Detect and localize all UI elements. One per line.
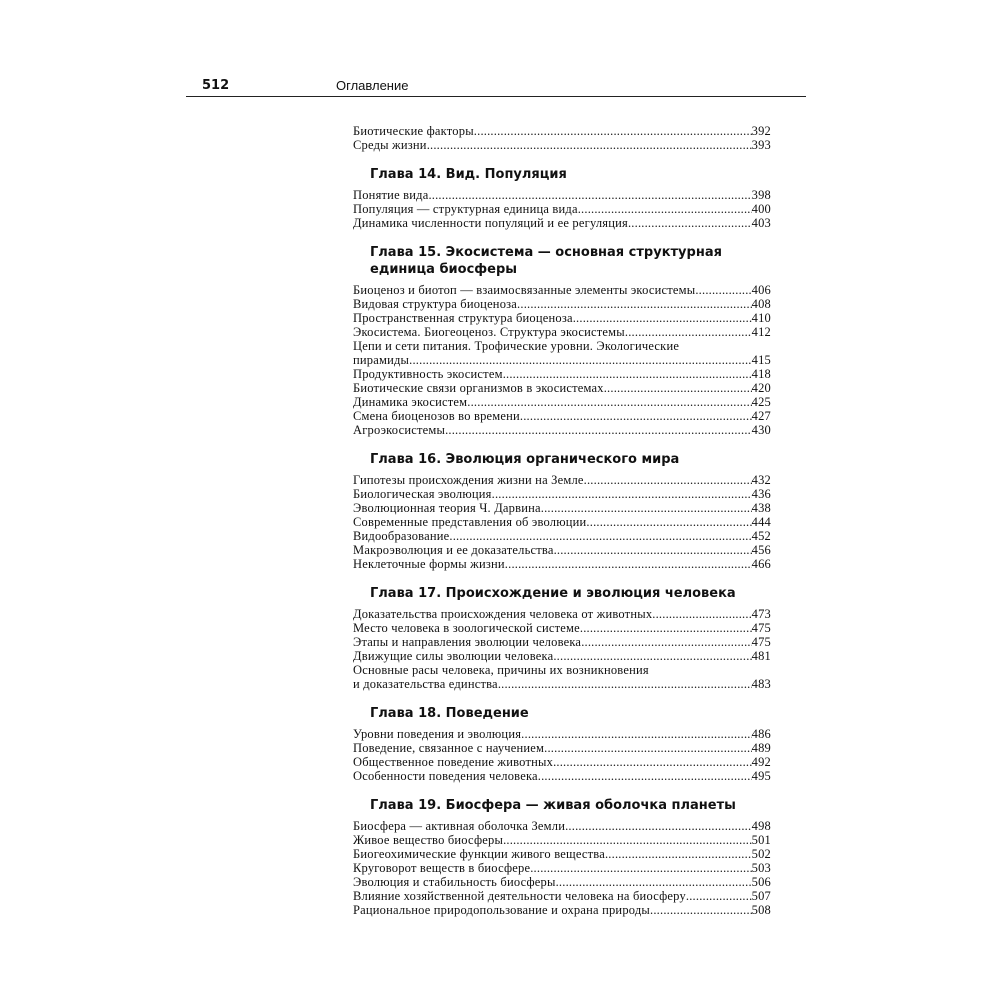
entry-page: 508 <box>751 903 771 917</box>
entry-page: 475 <box>751 635 771 649</box>
entry-title-line: Основные расы человека, причины их возникновения <box>353 663 649 677</box>
entry-title: Динамика численности популяций и ее регуляция <box>353 216 628 230</box>
toc-entry <box>353 727 771 741</box>
dot-leader <box>505 557 752 571</box>
entry-page: 418 <box>751 367 771 381</box>
entry-title: Гипотезы происхождения жизни на Земле <box>353 473 584 487</box>
dot-leader <box>409 353 752 367</box>
toc-entry <box>353 311 771 325</box>
dot-leader <box>427 138 752 152</box>
entry-title: Уровни поведения и эволюция <box>353 727 522 741</box>
entry-page: 489 <box>751 741 771 755</box>
toc-entry <box>353 188 771 202</box>
entry-title: Видовая структура биоценоза <box>353 297 518 311</box>
chapter-heading-16: Глава 16. Эволюция органического мира <box>370 452 680 467</box>
entry-page: 444 <box>751 515 771 529</box>
toc-entry <box>353 903 771 917</box>
entry-page: 503 <box>751 861 771 875</box>
dot-leader <box>445 423 752 437</box>
dot-leader <box>492 487 752 501</box>
dot-leader <box>449 529 751 543</box>
entry-page: 501 <box>751 833 771 847</box>
running-title: Оглавление <box>336 78 409 93</box>
entry-title: Смена биоценозов во времени <box>353 409 520 423</box>
entry-title: Эволюционная теория Ч. Дарвина <box>353 501 541 515</box>
entry-page: 420 <box>751 381 771 395</box>
chapter-heading-17: Глава 17. Происхождение и эволюция человека <box>370 586 736 601</box>
entry-page: 425 <box>751 395 771 409</box>
dot-leader <box>553 649 751 663</box>
toc-entry <box>353 557 771 571</box>
entry-title: Живое вещество биосферы <box>353 833 504 847</box>
entry-page: 502 <box>751 847 771 861</box>
dot-leader <box>544 741 751 755</box>
entry-title-line: Цепи и сети питания. Трофические уровни. Экологические <box>353 339 680 353</box>
page-number: 512 <box>202 78 230 93</box>
entry-page: 492 <box>751 755 771 769</box>
dot-leader <box>695 283 751 297</box>
entry-page: 432 <box>751 473 771 487</box>
entry-page: 498 <box>751 819 771 833</box>
entry-page: 392 <box>751 124 771 138</box>
entry-page: 486 <box>751 727 771 741</box>
table-of-contents <box>353 124 771 917</box>
dot-leader <box>554 543 752 557</box>
toc-entry <box>353 124 771 138</box>
entry-title: и доказательства единства <box>353 677 498 691</box>
toc-entry <box>353 635 771 649</box>
dot-leader <box>686 889 752 903</box>
dot-leader <box>467 395 751 409</box>
entry-page: 410 <box>751 311 771 325</box>
toc-entry <box>353 621 771 635</box>
toc-entry <box>353 353 771 367</box>
toc-entry <box>353 819 771 833</box>
chapter-heading-18: Глава 18. Поведение <box>370 706 529 721</box>
entry-page: 495 <box>751 769 771 783</box>
toc-entry <box>353 283 771 297</box>
chapter-heading-line: Глава 15. Экосистема — основная структурная <box>370 245 722 260</box>
dot-leader <box>584 473 752 487</box>
toc-entry <box>353 875 771 889</box>
toc-entry <box>353 847 771 861</box>
toc-entry <box>353 381 771 395</box>
chapter-heading-15 <box>353 244 771 278</box>
dot-leader <box>578 202 752 216</box>
entry-page: 393 <box>751 138 771 152</box>
toc-entry <box>353 487 771 501</box>
dot-leader <box>553 755 752 769</box>
toc-entry <box>353 677 771 691</box>
entry-title: Агроэкосистемы <box>353 423 446 437</box>
toc-entry <box>353 138 771 152</box>
entry-title: Макроэволюция и ее доказательства <box>353 543 554 557</box>
toc-entry <box>353 515 771 529</box>
dot-leader <box>556 875 752 889</box>
entry-page: 436 <box>751 487 771 501</box>
entry-page: 452 <box>751 529 771 543</box>
toc-entry <box>353 529 771 543</box>
dot-leader <box>498 677 752 691</box>
entry-title: Биогеохимические функции живого вещества <box>353 847 605 861</box>
dot-leader <box>573 311 752 325</box>
dot-leader <box>517 297 752 311</box>
toc-entry <box>353 202 771 216</box>
entry-page: 475 <box>751 621 771 635</box>
dot-leader <box>625 325 752 339</box>
dot-leader <box>521 727 751 741</box>
toc-entry <box>353 889 771 903</box>
toc-entry <box>353 649 771 663</box>
toc-entry <box>353 769 771 783</box>
entry-title: Современные представления об эволюции <box>353 515 587 529</box>
entry-title: Круговорот веществ в биосфере <box>353 861 531 875</box>
dot-leader <box>474 124 752 138</box>
entry-title: Продуктивность экосистем <box>353 367 503 381</box>
toc-entry <box>353 367 771 381</box>
toc-entry <box>353 297 771 311</box>
entry-title: Рациональное природопользование и охрана природы <box>353 903 651 917</box>
toc-entry <box>353 216 771 230</box>
entry-title: Среды жизни <box>353 138 427 152</box>
toc-entry <box>353 473 771 487</box>
entry-page: 473 <box>751 607 771 621</box>
entry-title: Пространственная структура биоценоза <box>353 311 573 325</box>
entry-title: Биоценоз и биотоп — взаимосвязанные элементы экосистемы <box>353 283 696 297</box>
toc-entry <box>353 423 771 437</box>
dot-leader <box>503 833 752 847</box>
dot-leader <box>628 216 752 230</box>
toc-entry <box>353 325 771 339</box>
entry-title: Видообразование <box>353 529 450 543</box>
entry-page: 506 <box>751 875 771 889</box>
entry-title: Доказательства происхождения человека от животных <box>353 607 653 621</box>
toc-entry <box>353 543 771 557</box>
entry-page: 412 <box>751 325 771 339</box>
entry-page: 438 <box>751 501 771 515</box>
chapter-heading-14: Глава 14. Вид. Популяция <box>370 167 567 182</box>
entry-page: 398 <box>751 188 771 202</box>
entry-page: 400 <box>751 202 771 216</box>
entry-page: 427 <box>751 409 771 423</box>
toc-entry <box>353 833 771 847</box>
entry-title: Биологическая эволюция <box>353 487 492 501</box>
entry-title: Биосфера — активная оболочка Земли <box>353 819 566 833</box>
chapter-heading-19: Глава 19. Биосфера — живая оболочка планеты <box>370 798 736 813</box>
entry-title: Движущие силы эволюции человека <box>353 649 554 663</box>
toc-entry <box>353 755 771 769</box>
dot-leader <box>520 409 752 423</box>
entry-title: Неклеточные формы жизни <box>353 557 505 571</box>
toc-entry <box>353 395 771 409</box>
dot-leader <box>605 847 752 861</box>
entry-title: Место человека в зоологической системе <box>353 621 580 635</box>
entry-title: Поведение, связанное с научением <box>353 741 545 755</box>
chapter-heading-line: единица биосферы <box>370 262 518 277</box>
entry-title: Общественное поведение животных <box>353 755 554 769</box>
entry-page: 415 <box>751 353 771 367</box>
entry-page: 456 <box>751 543 771 557</box>
toc-entry <box>353 501 771 515</box>
toc-entry <box>353 741 771 755</box>
entry-page: 403 <box>751 216 771 230</box>
entry-title: Понятие вида <box>353 188 429 202</box>
dot-leader <box>586 515 751 529</box>
entry-page: 507 <box>751 889 771 903</box>
dot-leader <box>604 381 752 395</box>
entry-title: пирамиды <box>353 353 410 367</box>
toc-entry <box>353 607 771 621</box>
entry-title: Особенности поведения человека <box>353 769 538 783</box>
dot-leader <box>650 903 752 917</box>
dot-leader <box>538 769 752 783</box>
dot-leader <box>541 501 752 515</box>
page-header <box>186 76 806 97</box>
dot-leader <box>652 607 751 621</box>
dot-leader <box>581 635 751 649</box>
dot-leader <box>565 819 752 833</box>
toc-entry <box>353 409 771 423</box>
entry-page: 466 <box>751 557 771 571</box>
entry-title: Динамика экосистем <box>353 395 468 409</box>
dot-leader <box>580 621 752 635</box>
entry-title: Популяция — структурная единица вида <box>353 202 578 216</box>
entry-page: 483 <box>751 677 771 691</box>
entry-title: Этапы и направления эволюции человека <box>353 635 582 649</box>
dot-leader <box>428 188 751 202</box>
entry-title: Эволюция и стабильность биосферы <box>353 875 556 889</box>
entry-title: Биотические связи организмов в экосистемах <box>353 381 604 395</box>
entry-page: 406 <box>751 283 771 297</box>
entry-title: Экосистема. Биогеоценоз. Структура экосистемы <box>353 325 625 339</box>
entry-title: Влияние хозяйственной деятельности человека на биосферу <box>353 889 686 903</box>
toc-entry <box>353 861 771 875</box>
entry-title: Биотические факторы <box>353 124 474 138</box>
entry-page: 430 <box>751 423 771 437</box>
dot-leader <box>530 861 751 875</box>
dot-leader <box>503 367 752 381</box>
entry-page: 408 <box>751 297 771 311</box>
entry-page: 481 <box>751 649 771 663</box>
